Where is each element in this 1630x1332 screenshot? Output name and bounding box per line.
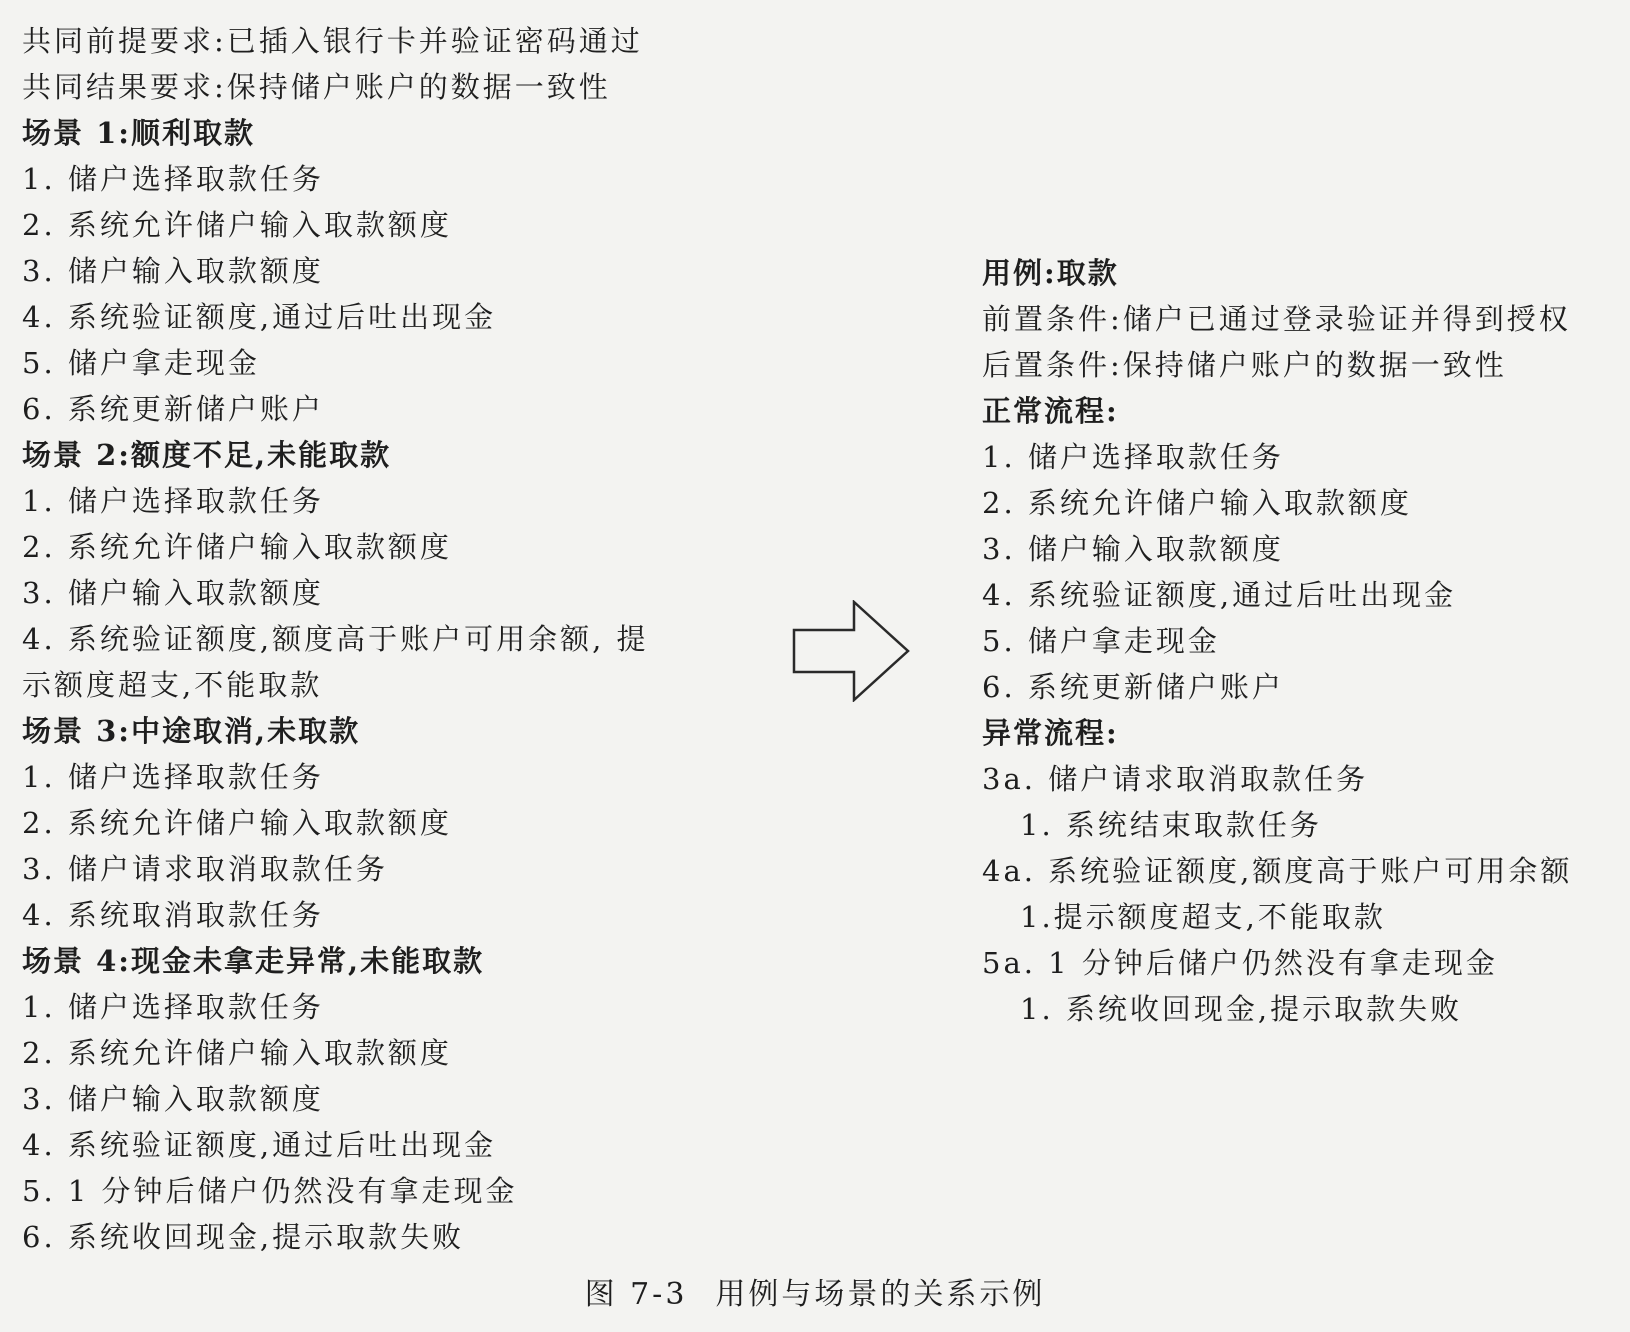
scenario-2-step: 3. 储户输入取款额度 (22, 576, 324, 610)
use-case-postcondition: 后置条件:保持储户账户的数据一致性 (982, 348, 1507, 382)
scenario-4-step: 1. 储户选择取款任务 (22, 990, 324, 1024)
scenario-4-step: 4. 系统验证额度,通过后吐出现金 (22, 1128, 497, 1162)
use-case-column (982, 250, 1622, 1032)
scenarios-column (22, 18, 782, 1260)
scenario-3-step: 1. 储户选择取款任务 (22, 760, 324, 794)
scenario-3-step: 2. 系统允许储户输入取款额度 (22, 806, 452, 840)
normal-flow-step: 5. 储户拿走现金 (982, 624, 1220, 658)
scenario-1-step: 4. 系统验证额度,通过后吐出现金 (22, 300, 497, 334)
normal-flow-step: 4. 系统验证额度,通过后吐出现金 (982, 578, 1457, 612)
normal-flow-step: 1. 储户选择取款任务 (982, 440, 1284, 474)
scenario-3-step: 3. 储户请求取消取款任务 (22, 852, 388, 886)
scenario-1-step: 1. 储户选择取款任务 (22, 162, 324, 196)
scenario-4-step: 3. 储户输入取款额度 (22, 1082, 324, 1116)
scenario-2-step: 2. 系统允许储户输入取款额度 (22, 530, 452, 564)
scenario-2-step: 4. 系统验证额度,额度高于账户可用余额, 提 (22, 622, 649, 656)
scenario-4-title: 场景 4:现金未拿走异常,未能取款 (22, 944, 485, 978)
scenario-4-step: 2. 系统允许储户输入取款额度 (22, 1036, 452, 1070)
scenario-1-step: 6. 系统更新储户账户 (22, 392, 324, 426)
use-case-title: 用例:取款 (982, 256, 1119, 290)
common-postcondition: 共同结果要求:保持储户账户的数据一致性 (22, 70, 611, 104)
scenario-1-title: 场景 1:顺利取款 (22, 116, 255, 150)
figure-title: 用例与场景的关系示例 (715, 1277, 1046, 1312)
normal-flow-step: 3. 储户输入取款额度 (982, 532, 1284, 566)
exception-4a: 4a. 系统验证额度,额度高于账户可用余额 (982, 854, 1573, 888)
exception-3a-step: 1. 系统结束取款任务 (1020, 808, 1322, 842)
figure-label: 图 7-3 (584, 1277, 688, 1312)
scenario-3-title: 场景 3:中途取消,未取款 (22, 714, 361, 748)
scenario-1-step: 3. 储户输入取款额度 (22, 254, 324, 288)
scenario-2-title: 场景 2:额度不足,未能取款 (22, 438, 392, 472)
scenario-2-step: 1. 储户选择取款任务 (22, 484, 324, 518)
exception-5a: 5a. 1 分钟后储户仍然没有拿走现金 (982, 946, 1498, 980)
normal-flow-step: 2. 系统允许储户输入取款额度 (982, 486, 1412, 520)
normal-flow-step: 6. 系统更新储户账户 (982, 670, 1284, 704)
scenario-4-step: 6. 系统收回现金,提示取款失败 (22, 1220, 465, 1254)
common-precondition: 共同前提要求:已插入银行卡并验证密码通过 (22, 24, 643, 58)
normal-flow-title: 正常流程: (982, 394, 1119, 428)
scenario-1-step: 2. 系统允许储户输入取款额度 (22, 208, 452, 242)
scenario-3-step: 4. 系统取消取款任务 (22, 898, 324, 932)
right-arrow-icon (792, 600, 912, 702)
scenario-1-step: 5. 储户拿走现金 (22, 346, 260, 380)
figure-caption (0, 1272, 1630, 1318)
exception-5a-step: 1. 系统收回现金,提示取款失败 (1020, 992, 1463, 1026)
scenario-2-step: 示额度超支,不能取款 (22, 668, 323, 702)
scenario-4-step: 5. 1 分钟后储户仍然没有拿走现金 (22, 1174, 518, 1208)
exception-3a: 3a. 储户请求取消取款任务 (982, 762, 1369, 796)
use-case-precondition: 前置条件:储户已通过登录验证并得到授权 (982, 302, 1571, 336)
exception-4a-step: 1.提示额度超支,不能取款 (1020, 900, 1386, 934)
exception-flow-title: 异常流程: (982, 716, 1119, 750)
